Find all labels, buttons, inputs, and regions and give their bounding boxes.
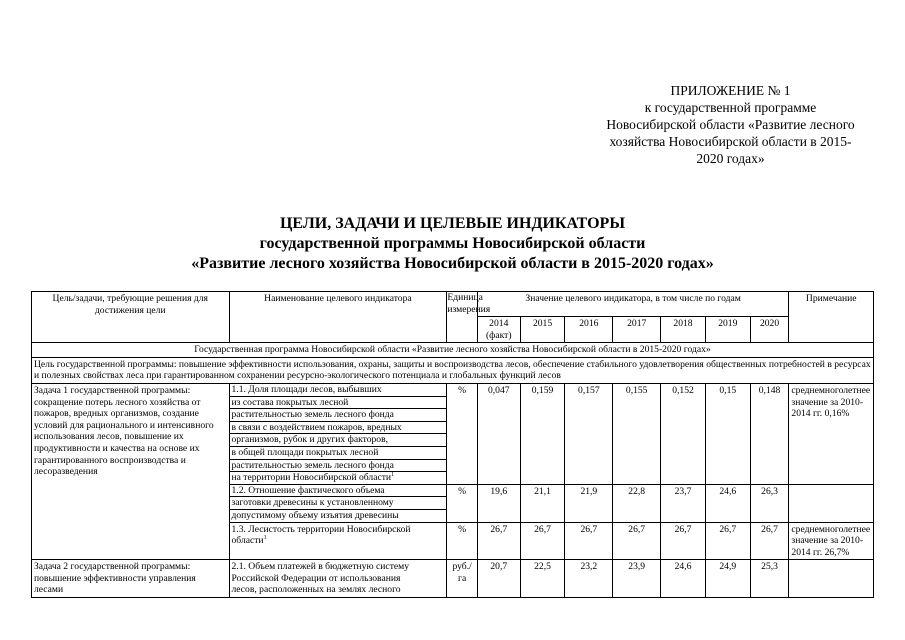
appendix-line: Новосибирской области «Развитие лесного xyxy=(606,117,855,132)
value-cell: 0,047 xyxy=(477,383,520,484)
header-values: Значение целевого индикатора, в том числе по годам xyxy=(477,292,789,317)
indicator-1-2 xyxy=(229,484,447,522)
value-cell: 19,6 xyxy=(477,484,520,522)
goal-row xyxy=(32,357,874,383)
value-cell: 26,3 xyxy=(750,484,789,522)
value-cell: 24,9 xyxy=(705,560,750,598)
header-indicator: Наименование целевого индикатора xyxy=(229,292,447,343)
value-cell: 0,157 xyxy=(565,383,613,484)
title-line-2: государственной программы Новосибирской области xyxy=(259,235,646,252)
indicator-line: из состава покрытых лесной xyxy=(230,397,447,410)
unit-cell: руб./га xyxy=(447,560,478,598)
indicator-line-text: области xyxy=(231,535,264,547)
value-cell: 24,6 xyxy=(705,484,750,522)
goal-cell: Цель государственной программы: повышение эффективности использования, охраны, защиты и воспроизводства лесов, обеспечение стабильного удовлетворения общественных потребностей в ресурсах и полезных свойствах леса при гарантированном сохранении ресурсно-экологического потенциала и глобальных функций лесов xyxy=(32,357,874,383)
indicator-line: лесов, расположенных на землях лесного xyxy=(231,584,401,596)
header-year: 2015 xyxy=(520,317,565,343)
value-cell: 23,9 xyxy=(613,560,661,598)
value-cell: 26,7 xyxy=(565,522,613,560)
indicator-line xyxy=(230,472,447,484)
value-cell: 26,7 xyxy=(613,522,661,560)
value-cell: 20,7 xyxy=(477,560,520,598)
note-cell xyxy=(789,484,874,522)
appendix-line: 2020 годах» xyxy=(696,151,765,166)
value-cell: 0,15 xyxy=(705,383,750,484)
header-row xyxy=(32,292,874,317)
value-cell: 24,6 xyxy=(661,560,706,598)
value-cell: 21,1 xyxy=(520,484,565,522)
program-row xyxy=(32,343,874,358)
value-cell: 0,159 xyxy=(520,383,565,484)
value-cell: 26,7 xyxy=(477,522,520,560)
unit-cell: % xyxy=(447,383,478,484)
header-year: 2018 xyxy=(661,317,706,343)
indicator-line: Российской Федерации от использования xyxy=(231,572,401,584)
value-cell: 26,7 xyxy=(520,522,565,560)
indicators-table xyxy=(31,291,874,598)
header-note: Примечание xyxy=(789,292,874,343)
value-cell: 21,9 xyxy=(565,484,613,522)
task-1-cell: Задача 1 государственной программы: сокращение потерь лесного хозяйства от пожаров, вредных организмов, создание условий для рационального и интенсивного использования лесов, повышение их продуктивности и качества на основе их гарантированного воспроизводства и лесоразведения xyxy=(32,383,230,559)
title-line-3: «Развитие лесного хозяйства Новосибирской области в 2015-2020 годах» xyxy=(191,255,714,272)
header-year: 2019 xyxy=(705,317,750,343)
indicator-line: допустимому объему изъятия древесины xyxy=(231,509,399,521)
header-year: 2020 xyxy=(750,317,789,343)
indicator-2-1 xyxy=(229,560,447,598)
indicator-line: организмов, рубок и других факторов, xyxy=(230,434,447,447)
indicator-line: в общей площади покрытых лесной xyxy=(230,447,447,460)
indicator-line: 1.1. Доля площади лесов, выбывших xyxy=(230,384,447,397)
indicator-1-1 xyxy=(229,383,447,484)
header-year: 2016 xyxy=(565,317,613,343)
value-cell: 26,7 xyxy=(750,522,789,560)
value-cell: 22,5 xyxy=(520,560,565,598)
value-cell: 23,2 xyxy=(565,560,613,598)
indicator-line: растительностью земель лесного фонда xyxy=(230,409,447,422)
indicator-line xyxy=(232,535,445,547)
header-goal: Цель/задачи, требующие решения для достижения цели xyxy=(32,292,230,343)
document-title xyxy=(0,214,905,274)
footnote-mark: 1 xyxy=(391,471,395,478)
indicator-line: растительностью земель лесного фонда xyxy=(230,460,447,473)
appendix-line: хозяйства Новосибирской области в 2015- xyxy=(609,134,852,149)
appendix-line: ПРИЛОЖЕНИЕ № 1 xyxy=(670,83,791,98)
task-2-cell: Задача 2 государственной программы: повышение эффективности управления лесами xyxy=(32,560,230,598)
indicator-1-3 xyxy=(229,522,447,560)
value-cell: 26,7 xyxy=(661,522,706,560)
indicator-line: 2.1. Объем платежей в бюджетную систему xyxy=(231,561,410,573)
note-cell xyxy=(789,560,874,598)
value-cell: 0,148 xyxy=(750,383,789,484)
indicator-line: в связи с воздействием пожаров, вредных xyxy=(230,422,447,435)
value-cell: 25,3 xyxy=(750,560,789,598)
footnote-mark: 1 xyxy=(263,534,267,541)
value-cell: 0,152 xyxy=(661,383,706,484)
appendix-line: к государственной программе xyxy=(644,100,817,115)
program-title-cell: Государственная программа Новосибирской области «Развитие лесного хозяйства Новосибирской области в 2015-2020 годах» xyxy=(32,343,874,358)
table-row xyxy=(32,560,874,598)
note-cell: среднемноголетнее значение за 2010-2014 гг. 26,7% xyxy=(789,522,874,560)
indicator-line-text: на территории Новосибирской области xyxy=(231,472,392,484)
unit-cell: % xyxy=(447,522,478,560)
header-year: 2014 (факт) xyxy=(477,317,520,343)
appendix-block xyxy=(578,82,883,167)
indicator-line: 1.2. Отношение фактического объема xyxy=(230,485,447,498)
unit-cell: % xyxy=(447,484,478,522)
header-unit: Единица измерения xyxy=(447,292,478,343)
value-cell: 0,155 xyxy=(613,383,661,484)
value-cell: 23,7 xyxy=(661,484,706,522)
value-cell: 22,8 xyxy=(613,484,661,522)
indicator-line: заготовки древесины к установленному xyxy=(230,497,447,510)
note-cell: среднемноголетнее значение за 2010-2014 гг. 0,16% xyxy=(789,383,874,484)
table-row xyxy=(32,383,874,484)
value-cell: 26,7 xyxy=(705,522,750,560)
header-year: 2017 xyxy=(613,317,661,343)
title-line-1: ЦЕЛИ, ЗАДАЧИ И ЦЕЛЕВЫЕ ИНДИКАТОРЫ xyxy=(279,215,626,232)
indicator-line: 1.3. Лесистость территории Новосибирской xyxy=(231,523,411,535)
